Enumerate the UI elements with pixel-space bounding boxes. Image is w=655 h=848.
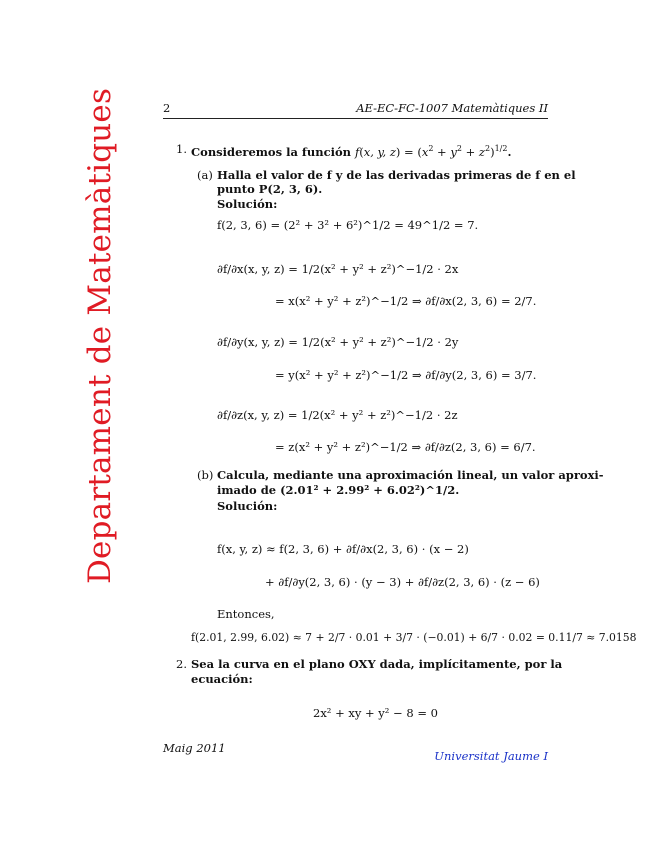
dfdz-line-1: ∂f/∂z(x, y, z) = 1/2(x² + y² + z²)^−1/2 · 2z xyxy=(217,408,458,422)
result-equation: f(2.01, 2.99, 6.02) ≈ 7 + 2/7 · 0.01 + 3/7 · (−0.01) + 6/7 · 0.02 = 0.11/7 ≈ 7.0158 xyxy=(191,631,637,644)
header-rule xyxy=(163,118,548,119)
problem-2-number: 2. xyxy=(176,657,187,671)
part-b-text-2: imado de (2.01² + 2.99² + 6.02²)^1/2. xyxy=(217,483,460,497)
dfdy-line-1: ∂f/∂y(x, y, z) = 1/2(x² + y² + z²)^−1/2 · 2y xyxy=(217,335,459,349)
part-b-label: (b) xyxy=(197,468,214,482)
dfdz-line-2: = z(x² + y² + z²)^−1/2 ⇒ ∂f/∂z(2, 3, 6) = 6/7. xyxy=(275,440,536,454)
problem-1-number: 1. xyxy=(176,142,187,156)
running-header: AE-EC-FC-1007 Matemàtiques II xyxy=(356,101,548,115)
page-number: 2 xyxy=(163,101,171,115)
part-a-text-2: punto P(2, 3, 6). xyxy=(217,182,323,196)
dfdx-line-2: = x(x² + y² + z²)^−1/2 ⇒ ∂f/∂x(2, 3, 6) = 2/7. xyxy=(275,294,537,308)
part-b-text-1: Calcula, mediante una aproximación lineal, un valor aproxi- xyxy=(217,468,604,482)
department-sidebar: Departament de Matemàtiques xyxy=(82,87,118,584)
entonces-text: Entonces, xyxy=(217,607,275,621)
dfdy-line-2: = y(x² + y² + z²)^−1/2 ⇒ ∂f/∂y(2, 3, 6) = 3/7. xyxy=(275,368,537,382)
approx-line-2: + ∂f/∂y(2, 3, 6) · (y − 3) + ∂f/∂z(2, 3, 6) · (z − 6) xyxy=(265,575,540,589)
footer-university: Universitat Jaume I xyxy=(434,749,548,763)
part-a-label: (a) xyxy=(197,168,213,182)
problem-2-text-2: ecuación: xyxy=(191,672,253,686)
curve-equation: 2x² + xy + y² − 8 = 0 xyxy=(313,706,438,720)
dfdx-line-1: ∂f/∂x(x, y, z) = 1/2(x² + y² + z²)^−1/2 · 2x xyxy=(217,262,459,276)
part-a-text-1: Halla el valor de f y de las derivadas primeras de f en el xyxy=(217,168,576,182)
problem-2-text-1: Sea la curva en el plano OXY dada, implícitamente, por la xyxy=(191,657,563,671)
approx-line-1: f(x, y, z) ≈ f(2, 3, 6) + ∂f/∂x(2, 3, 6) · (x − 2) xyxy=(217,542,469,556)
problem-1-intro: Consideremos la función f(x, y, $z) = (x^2 + y^2 + z^2)^{1/2}$. xyxy=(191,144,512,159)
footer-date: Maig 2011 xyxy=(163,741,226,755)
part-a-solution: Solución: xyxy=(217,197,278,211)
part-b-solution: Solución: xyxy=(217,499,278,513)
value-equation: f(2, 3, 6) = (2² + 3² + 6²)^1/2 = 49^1/2 = 7. xyxy=(217,218,479,232)
